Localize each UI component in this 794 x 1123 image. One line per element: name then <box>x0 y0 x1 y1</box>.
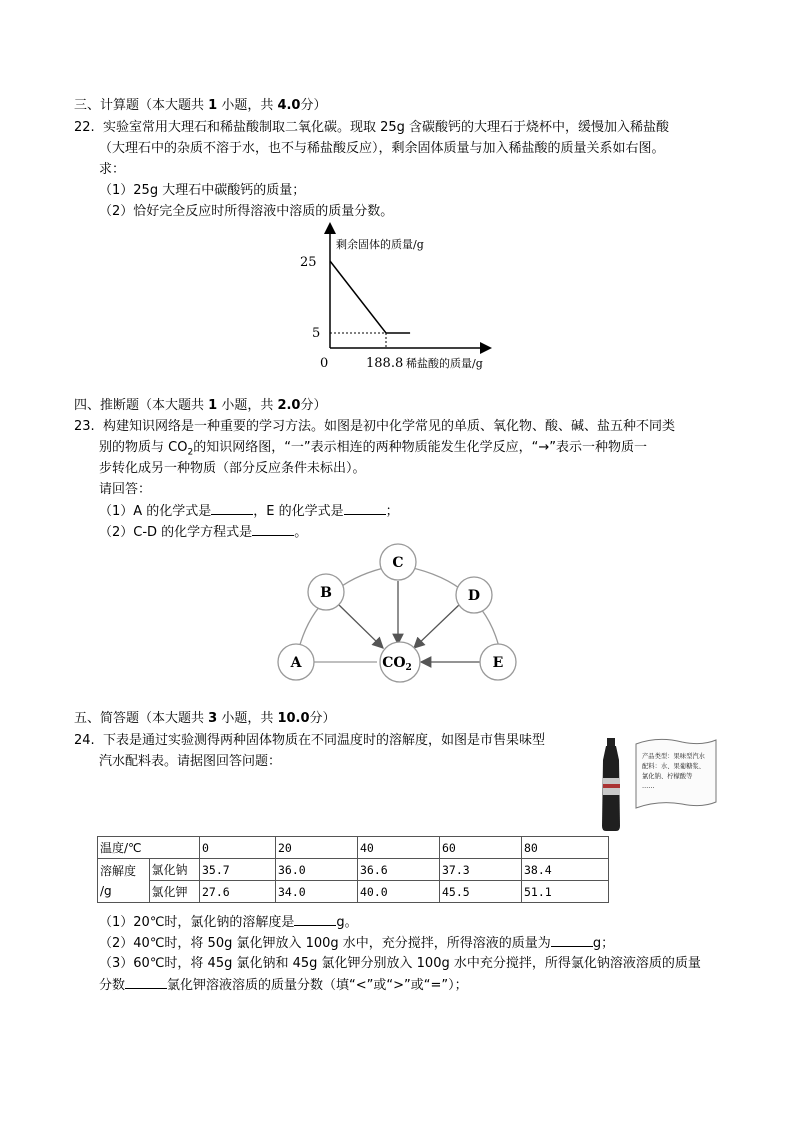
header-temperature: 温度/℃ <box>98 837 200 859</box>
series-line <box>330 261 410 333</box>
blank-nacl-solubility[interactable] <box>294 912 336 926</box>
table-cell: 35.7 <box>200 859 276 881</box>
node-e-label: E <box>492 655 504 671</box>
origin-label: 0 <box>320 356 329 371</box>
table-cell: 36.0 <box>276 859 358 881</box>
table-cell: 27.6 <box>200 881 276 903</box>
table-row <box>98 881 609 903</box>
row-name-kcl: 氯化钾 <box>149 881 200 903</box>
table-cell: 40.0 <box>358 881 440 903</box>
section-4-title: 四、推断题（本大题共 1 小题，共 2.0分） <box>74 398 327 413</box>
q22-sub1: （1）25g 大理石中碳酸钙的质量； <box>99 183 306 198</box>
blank-e-formula[interactable] <box>344 501 386 515</box>
y-tick-25: 25 <box>300 255 317 270</box>
q22-line3: 求： <box>99 162 126 177</box>
header-temp-cell: 20 <box>276 837 358 859</box>
row-name-nacl: 氯化钠 <box>149 859 200 881</box>
node-b-label: B <box>320 585 332 601</box>
soda-bottle-icon <box>602 738 620 831</box>
table-cell: 51.1 <box>522 881 609 903</box>
q22-sub2: （2）恰好完全反应时所得溶液中溶质的质量分数。 <box>99 204 394 219</box>
node-c-label: C <box>392 555 404 571</box>
table-row <box>98 859 609 881</box>
section-5-title: 五、简答题（本大题共 3 小题，共 10.0分） <box>74 711 336 726</box>
y-axis-label: 剩余固体的质量/g <box>336 238 424 251</box>
table-cell: 37.3 <box>440 859 522 881</box>
blank-cd-equation[interactable] <box>252 522 294 536</box>
table-cell: 36.6 <box>358 859 440 881</box>
blank-compare[interactable] <box>125 975 167 989</box>
q23-line2: 别的物质与 $CO_2$的知识网络图，“一”表示相连的两种物质能发生化学反应，“→”表示一种物质一 <box>99 440 648 458</box>
q22-graph <box>290 222 510 374</box>
section-3-title: 三、计算题（本大题共 1 小题，共 4.0分） <box>74 98 327 113</box>
q23-line3: 步转化成另一种物质（部分反应条件未标出）。 <box>99 461 366 476</box>
q24-sub2: （2）40℃时，将 50g 氯化钾放入 100g 水中，充分搅拌，所得溶液的质量为 g； <box>99 933 614 954</box>
q22-line1: 22. 实验室常用大理石和稀盐酸制取二氧化碳。现取 25g 含碳酸钙的大理石于烧杯中，缓慢加入稀盐酸 <box>74 120 670 135</box>
q24-sub3-cont: 分数 氯化钾溶液溶质的质量分数（填“<”或“>”或“=”）； <box>99 975 468 996</box>
q24-sub3: （3）60℃时，将 45g 氯化钠和 45g 氯化钾分别放入 100g 水中充分搅拌，所得氯化钠溶液溶质的质量 <box>99 956 701 971</box>
q22-line2: （大理石中的杂质不溶于水，也不与稀盐酸反应），剩余固体质量与加入稀盐酸的质量关系如右图。 <box>99 141 665 156</box>
q23-sub1: （1）A 的化学式是 ，E 的化学式是 ； <box>99 501 399 522</box>
table-cell: 45.5 <box>440 881 522 903</box>
q23-line1: 23. 构建知识网络是一种重要的学习方法。如图是初中化学常见的单质、氧化物、酸、碱、盐五种不同类 <box>74 419 675 434</box>
table-header-row <box>98 837 609 859</box>
q23-sub2: （2）C-D 的化学方程式是 。 <box>99 522 307 543</box>
q24-line2: 汽水配料表。请据图回答问题： <box>99 754 282 769</box>
node-a-label: A <box>290 655 302 671</box>
header-temp-cell: 80 <box>522 837 609 859</box>
x-tick-188-8: 188.8 <box>366 356 404 371</box>
q24-line1: 24. 下表是通过实验测得两种固体物质在不同温度时的溶解度，如图是市售果味型 <box>74 733 545 748</box>
y-tick-5: 5 <box>312 326 321 341</box>
arrow-b-co2 <box>338 604 383 648</box>
table-cell: 38.4 <box>522 859 609 881</box>
ingredient-label-text: 产品类型：果味型汽水 配料：水、果葡糖浆、 氯化钠、柠檬酸等 …… <box>642 753 705 790</box>
header-temp-cell: 60 <box>440 837 522 859</box>
blank-a-formula[interactable] <box>211 501 253 515</box>
header-temp-cell: 40 <box>358 837 440 859</box>
solubility-table <box>97 836 609 903</box>
node-d-label: D <box>467 588 481 604</box>
blank-solution-mass[interactable] <box>551 933 593 947</box>
header-temp-cell: 0 <box>200 837 276 859</box>
row-label-solubility: 溶解度 /g <box>98 859 150 903</box>
arrow-d-co2 <box>414 604 460 648</box>
q24-sub1: （1）20℃时，氯化钠的溶解度是 g。 <box>99 912 358 933</box>
node-co2-label: $CO_2$ <box>382 655 412 673</box>
q23-network-diagram <box>270 540 530 690</box>
x-axis-label: 稀盐酸的质量/g <box>406 357 483 370</box>
soda-ingredient-figure <box>598 734 722 836</box>
q23-line4: 请回答： <box>99 482 152 497</box>
table-cell: 34.0 <box>276 881 358 903</box>
